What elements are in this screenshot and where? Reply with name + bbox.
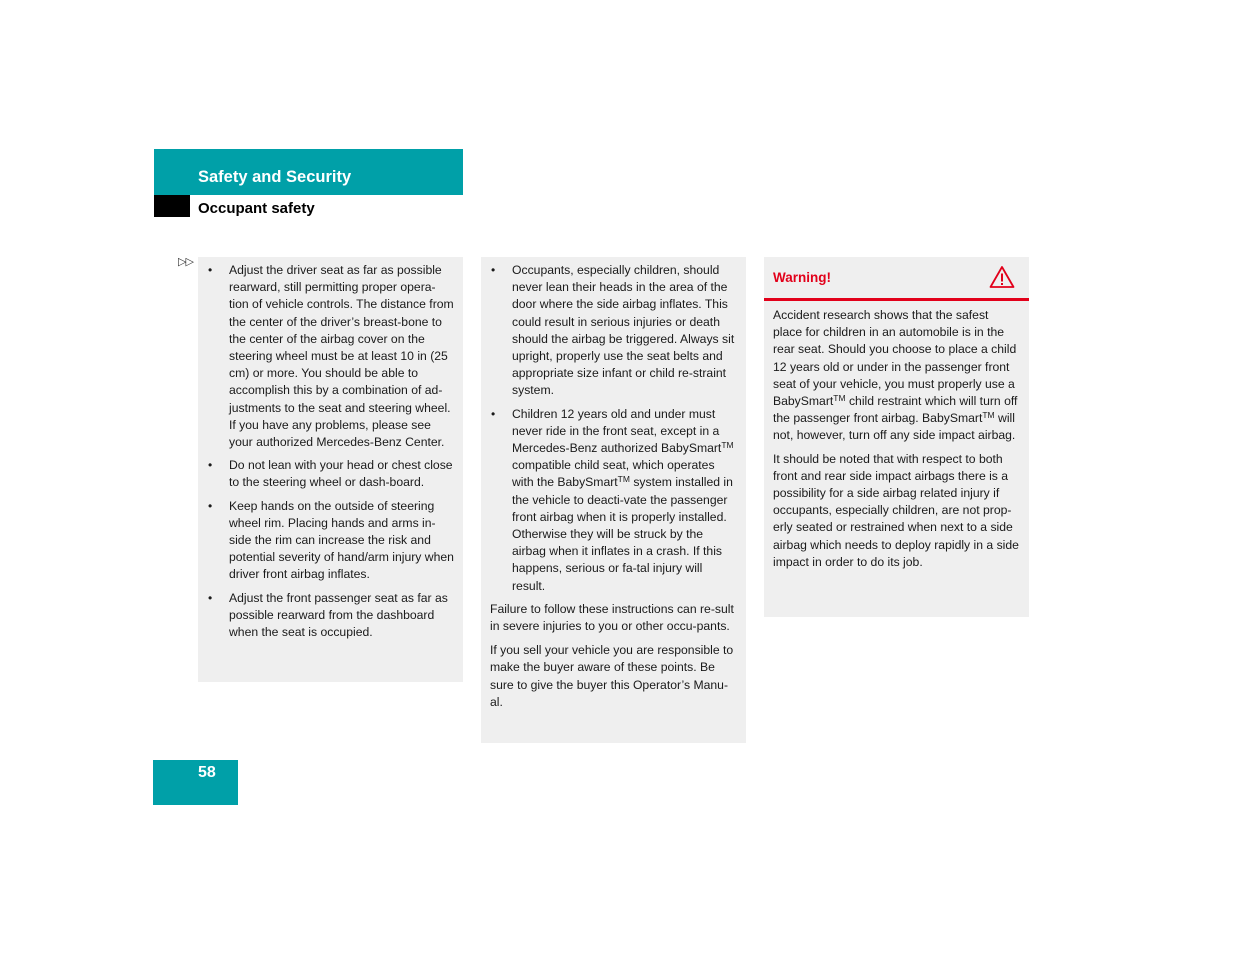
warning-triangle-icon: [989, 265, 1015, 289]
bullet-icon: •: [208, 458, 213, 473]
list-item-text: Do not lean with your head or chest close to the steering wheel or dash-board.: [229, 458, 453, 490]
list-item: [490, 406, 737, 595]
bullet-icon: •: [208, 590, 213, 605]
list-item: [207, 590, 454, 642]
list-item-text: Occupants, especially children, should never lean their heads in the area of the door where the side airbag inflates. This could result in serious injuries or death should the airbag be triggered. Always sit upright, properly use the seat belts and appropriate size infant or child re-straint system.: [512, 263, 735, 398]
list-item: [490, 262, 737, 400]
section-title: Safety and Security: [198, 168, 352, 186]
list-item-text: Keep hands on the outside of steering wheel rim. Placing hands and arms in-side the rim can increase the risk and potential severity of hand/arm injury when driver front airbag inflates.: [229, 498, 454, 582]
bullet-icon: •: [208, 263, 213, 277]
instructions-column-1: [198, 257, 463, 682]
paragraph: If you sell your vehicle you are responsible to make the buyer aware of these points. Be sure to give the buyer this Operator’s Manu-al.: [490, 643, 734, 709]
list-item-text: Adjust the front passenger seat as far as possible rearward from the dashboard when the seat is occupied.: [229, 590, 448, 640]
bullet-list: [207, 262, 454, 641]
bullet-list: [490, 262, 737, 595]
list-item-text: Adjust the driver seat as far as possible rearward, still permitting proper opera-tion of vehicle controls. The distance from the center of the driver’s breast-bone to the center of the airbag cover on the steering wheel must be at least 10 in (25 cm) or more. You should be able to accomplish this by a combination of ad-justments to the seat and steering wheel. If you have any problems, please see your authorized Mercedes-Benz Center.: [229, 263, 454, 450]
bullet-icon: •: [491, 263, 496, 277]
page-number: 58: [198, 764, 216, 781]
warning-label: Warning!: [773, 270, 831, 285]
list-item-text: Children 12 years old and under must never ride in the front seat, except in a Mercedes-Benz authorized BabySmart™ compatible child seat, which operates with the BabySmart™ system installed in the vehicle to deacti-vate the passenger front airbag when it is properly installed. Otherwise they will be struck by the airbag when it inflates in a crash. If this happens, serious or fa-tal injury will result.: [512, 406, 734, 593]
subsection-title: Occupant safety: [198, 200, 315, 217]
warning-box: [764, 257, 1029, 617]
list-item: [207, 262, 454, 451]
warning-paragraph: Accident research shows that the safest place for children in an automobile is in the rear seat. Should you choose to place a child 12 years old or under in the passenger front seat of your vehicle, you must properly use a BabySmart™ child restraint which will turn off the passenger front airbag. BabySmart™ will not, however, turn off any side impact airbag.: [773, 308, 1018, 443]
page-number-box: [153, 760, 238, 805]
continued-marker-icon: ▷▷: [178, 256, 193, 268]
warning-body: [764, 301, 1029, 571]
bullet-icon: •: [208, 498, 213, 513]
instructions-column-2: [481, 257, 746, 743]
bullet-icon: •: [491, 406, 496, 421]
list-item: [207, 498, 454, 584]
warning-header: [764, 257, 1029, 301]
subsection-tab-marker: [154, 195, 190, 217]
list-item: [207, 457, 454, 491]
paragraph: Failure to follow these instructions can re-sult in severe injuries to you or other occu-pants.: [490, 601, 734, 634]
warning-paragraph: It should be noted that with respect to both front and rear side impact airbags there is a possibility for a side airbag related injury if occupants, especially children, are not prop-erly seated or restrained when next to a side airbag which needs to deploy rapidly in a side impact in order to do its job.: [773, 451, 1019, 569]
